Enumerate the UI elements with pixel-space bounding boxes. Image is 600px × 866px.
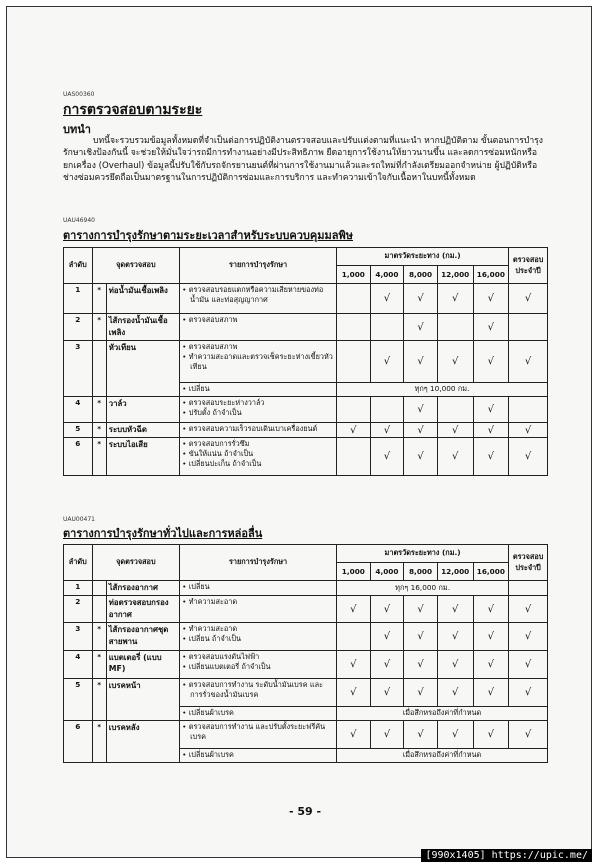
col-annual: ตรวจสอบ ประจำปี (509, 248, 548, 284)
check-cell: √ (370, 679, 404, 707)
check-cell: √ (404, 623, 438, 651)
table-cell: ไส้กรองน้ำมันเชื้อเพลิง (106, 314, 179, 341)
check-cell (337, 284, 371, 314)
table-row (64, 623, 548, 651)
check-cell (337, 341, 371, 383)
table-row (64, 438, 548, 476)
table-cell: 1 (64, 284, 93, 314)
document-page (6, 6, 592, 858)
check-cell: √ (370, 623, 404, 651)
table-cell: ไส้กรองอากาศ (106, 581, 179, 596)
check-cell: √ (337, 596, 371, 623)
intro-title: บทนำ (63, 123, 91, 136)
check-cell: √ (437, 721, 473, 749)
check-cell: √ (370, 721, 404, 749)
table-cell: * (92, 623, 106, 651)
table-cell: ท่อน้ำมันเชื้อเพลิง (106, 284, 179, 314)
col-part: จุดตรวจสอบ (92, 248, 180, 284)
table-row (64, 314, 548, 341)
km-1000: 1,000 (337, 266, 371, 284)
table-cell: • เปลี่ยนผ้าเบรค (180, 707, 337, 721)
check-cell: √ (370, 651, 404, 679)
check-cell: √ (473, 679, 509, 707)
table-cell (92, 596, 106, 623)
table-cell: เมื่อสึกหรอถึงค่าที่กำหนด (337, 707, 548, 721)
check-cell: √ (437, 284, 473, 314)
check-cell: √ (509, 623, 548, 651)
check-cell: √ (404, 423, 438, 438)
table-row (64, 721, 548, 749)
table-row (64, 651, 548, 679)
check-cell: √ (337, 423, 371, 438)
table-cell: ไส้กรองอากาศชุดสายพาน (106, 623, 179, 651)
table-cell: เบรคหลัง (106, 721, 179, 763)
check-cell: √ (473, 651, 509, 679)
check-cell: √ (437, 679, 473, 707)
table-cell: แบตเตอรี่ (แบบ MF) (106, 651, 179, 679)
check-cell: √ (509, 423, 548, 438)
check-cell (337, 397, 371, 423)
table-cell: • เปลี่ยน (180, 581, 337, 596)
table-row (64, 423, 548, 438)
check-cell: √ (437, 596, 473, 623)
table-row (64, 581, 548, 596)
check-cell: √ (370, 438, 404, 476)
table-cell: * (92, 314, 106, 341)
table-cell: 2 (64, 596, 93, 623)
col-task: รายการบำรุงรักษา (180, 248, 337, 284)
check-cell: √ (404, 314, 438, 341)
check-cell: √ (473, 423, 509, 438)
table-cell: * (92, 651, 106, 679)
table-cell: * (92, 679, 106, 721)
table1-title: ตารางการบำรุงรักษาตามระยะเวลาสำหรับระบบควบคุมมลพิษ (63, 229, 353, 242)
table-cell: • ตรวจสอบการทำงาน และปรับตั้งระยะฟรีคันเบรค (180, 721, 337, 749)
table-cell: * (92, 397, 106, 423)
table-cell: • ตรวจสอบรอยแตกหรือความเสียหายของท่อน้ำมัน และท่อสุญญากาศ (180, 284, 337, 314)
check-cell: √ (404, 651, 438, 679)
table-cell: ท่อตรวจสอบกรองอากาศ (106, 596, 179, 623)
table-cell: 12,000 (437, 563, 473, 581)
check-cell: √ (437, 623, 473, 651)
table-cell: 3 (64, 623, 93, 651)
check-cell: √ (473, 341, 509, 383)
check-cell: √ (509, 679, 548, 707)
page-number: - 59 - (289, 805, 322, 818)
table-cell: ระบบหัวฉีด (106, 423, 179, 438)
check-cell: √ (370, 341, 404, 383)
table-cell: 4 (64, 397, 93, 423)
km-4000: 4,000 (370, 266, 404, 284)
check-cell: √ (337, 679, 371, 707)
table-cell: ทุกๆ 16,000 กม. (337, 581, 509, 596)
intro-paragraph: บทนี้จะรวบรวมข้อมูลทั้งหมดที่จำเป็นต่อการปฏิบัติงานตรวจสอบและปรับแต่งตามที่แนะนำ หากปฏิบัติตาม ขั้นตอนการบำรุงรักษาเชิงป้องกันนี้ จะช่วยให้มั่นใจว่ารถมีการทำงานอย่างมีประสิทธิภาพ ยืดอายุการใช้งานให้ยาวนานขึ้น และลดการซ่อมหนักหรือยกเครื่อง (Overhaul) ข้อมูลนี้ปรับใช้กับรถจักรยานยนต์ที่ผ่านการใช้งานมาแล้วและรถใหม่ที่กำลังเตรียมออกจำหน่าย ผู้ปฏิบัติหรือช่างซ่อมควรยึดถือเป็นมาตรฐานในการปฏิบัติการซ่อมและการบริการ และทำความเข้าใจกับเนื้อหาในบทนี้ทั้งหมด (63, 136, 543, 184)
table-cell: * (92, 438, 106, 476)
check-cell: √ (509, 284, 548, 314)
table-cell: 6 (64, 438, 93, 476)
check-cell: √ (437, 651, 473, 679)
table-cell: • เปลี่ยน (180, 383, 337, 397)
table-cell: เบรคหน้า (106, 679, 179, 721)
check-cell: √ (404, 284, 438, 314)
table-cell: • ทำความสะอาด (180, 596, 337, 623)
table-row (64, 596, 548, 623)
check-cell: √ (404, 596, 438, 623)
table-cell: ลำดับ (64, 545, 93, 581)
check-cell (509, 397, 548, 423)
check-cell (370, 397, 404, 423)
table-cell: • ตรวจสอบสภาพ • ทำความสะอาดและตรวจเช็คระยะห่างเขี้ยวหัวเทียน (180, 341, 337, 383)
check-cell: √ (473, 721, 509, 749)
table-cell: 4,000 (370, 563, 404, 581)
check-cell: √ (337, 721, 371, 749)
table-cell: ระบบไอเสีย (106, 438, 179, 476)
check-cell: √ (337, 651, 371, 679)
check-cell: √ (509, 651, 548, 679)
table-cell: 16,000 (473, 563, 509, 581)
col-distance: มาตรวัดระยะทาง (กม.) (337, 248, 509, 266)
check-cell: √ (404, 397, 438, 423)
check-cell: √ (437, 438, 473, 476)
check-cell (509, 314, 548, 341)
check-cell: √ (473, 314, 509, 341)
check-cell: √ (473, 284, 509, 314)
table-cell: รายการบำรุงรักษา (180, 545, 337, 581)
check-cell: √ (509, 721, 548, 749)
table-cell: • ตรวจสอบระยะห่างวาล์ว • ปรับตั้ง ถ้าจำเป็น (180, 397, 337, 423)
table-cell: • เปลี่ยนผ้าเบรค (180, 749, 337, 763)
table-cell: 3 (64, 341, 93, 397)
check-cell: √ (473, 397, 509, 423)
table-cell (92, 341, 106, 397)
check-cell: √ (473, 438, 509, 476)
doc-code: UAS00360 (63, 91, 95, 98)
page-heading: การตรวจสอบตามระยะ (63, 102, 203, 118)
check-cell: √ (473, 623, 509, 651)
emission-maintenance-table (63, 247, 548, 476)
general-maintenance-table (63, 544, 548, 763)
table-cell: วาล์ว (106, 397, 179, 423)
check-cell: √ (370, 423, 404, 438)
table-cell: เมื่อสึกหรอถึงค่าที่กำหนด (337, 749, 548, 763)
table-cell: * (92, 423, 106, 438)
table2-title: ตารางการบำรุงรักษาทั่วไปและการหล่อลื่น (63, 527, 263, 540)
table-cell (509, 581, 548, 596)
check-cell: √ (509, 596, 548, 623)
watermark: [990x1405] https://upic.me/ (421, 849, 592, 862)
check-cell (437, 397, 473, 423)
table-cell: 1,000 (337, 563, 371, 581)
check-cell: √ (404, 438, 438, 476)
table-cell: 1 (64, 581, 93, 596)
km-8000: 8,000 (404, 266, 438, 284)
check-cell: √ (509, 341, 548, 383)
check-cell: √ (509, 438, 548, 476)
table-row (64, 397, 548, 423)
table-cell: จุดตรวจสอบ (92, 545, 180, 581)
table-cell: • ตรวจสอบความเร็วรอบเดินเบาเครื่องยนต์ (180, 423, 337, 438)
table-cell: • ตรวจสอบสภาพ (180, 314, 337, 341)
doc-code: UAU46940 (63, 217, 95, 224)
table-row (64, 284, 548, 314)
check-cell (437, 314, 473, 341)
check-cell: √ (370, 284, 404, 314)
table-cell: • ทำความสะอาด • เปลี่ยน ถ้าจำเป็น (180, 623, 337, 651)
table-cell: ตรวจสอบ ประจำปี (509, 545, 548, 581)
table-cell: ทุกๆ 10,000 กม. (337, 383, 548, 397)
check-cell: √ (404, 341, 438, 383)
check-cell (337, 314, 371, 341)
check-cell (370, 314, 404, 341)
table-cell: 4 (64, 651, 93, 679)
table-cell: 5 (64, 423, 93, 438)
check-cell (337, 438, 371, 476)
table-cell: 2 (64, 314, 93, 341)
table-cell: * (92, 721, 106, 763)
table-cell: • ตรวจสอบการทำงาน ระดับน้ำมันเบรค และการรั่วของน้ำมันเบรค (180, 679, 337, 707)
doc-code: UAU00471 (63, 516, 95, 523)
table-cell: 6 (64, 721, 93, 763)
check-cell: √ (404, 721, 438, 749)
table-cell: หัวเทียน (106, 341, 179, 397)
table-row (64, 341, 548, 383)
table-cell (92, 581, 106, 596)
table-cell: มาตรวัดระยะทาง (กม.) (337, 545, 509, 563)
check-cell: √ (437, 423, 473, 438)
check-cell (337, 623, 371, 651)
table-row (64, 679, 548, 707)
table-cell: • ตรวจสอบการรั่วซึม • ขันให้แน่น ถ้าจำเป็น • เปลี่ยนปะเก็น ถ้าจำเป็น (180, 438, 337, 476)
table-cell: 5 (64, 679, 93, 721)
table-cell: • ตรวจสอบแรงดันไฟฟ้า • เปลี่ยนแบตเตอรี่ ถ้าจำเป็น (180, 651, 337, 679)
table-cell: 8,000 (404, 563, 438, 581)
table-cell: * (92, 284, 106, 314)
check-cell: √ (473, 596, 509, 623)
km-16000: 16,000 (473, 266, 509, 284)
col-no: ลำดับ (64, 248, 93, 284)
check-cell: √ (437, 341, 473, 383)
check-cell: √ (404, 679, 438, 707)
km-12000: 12,000 (437, 266, 473, 284)
check-cell: √ (370, 596, 404, 623)
